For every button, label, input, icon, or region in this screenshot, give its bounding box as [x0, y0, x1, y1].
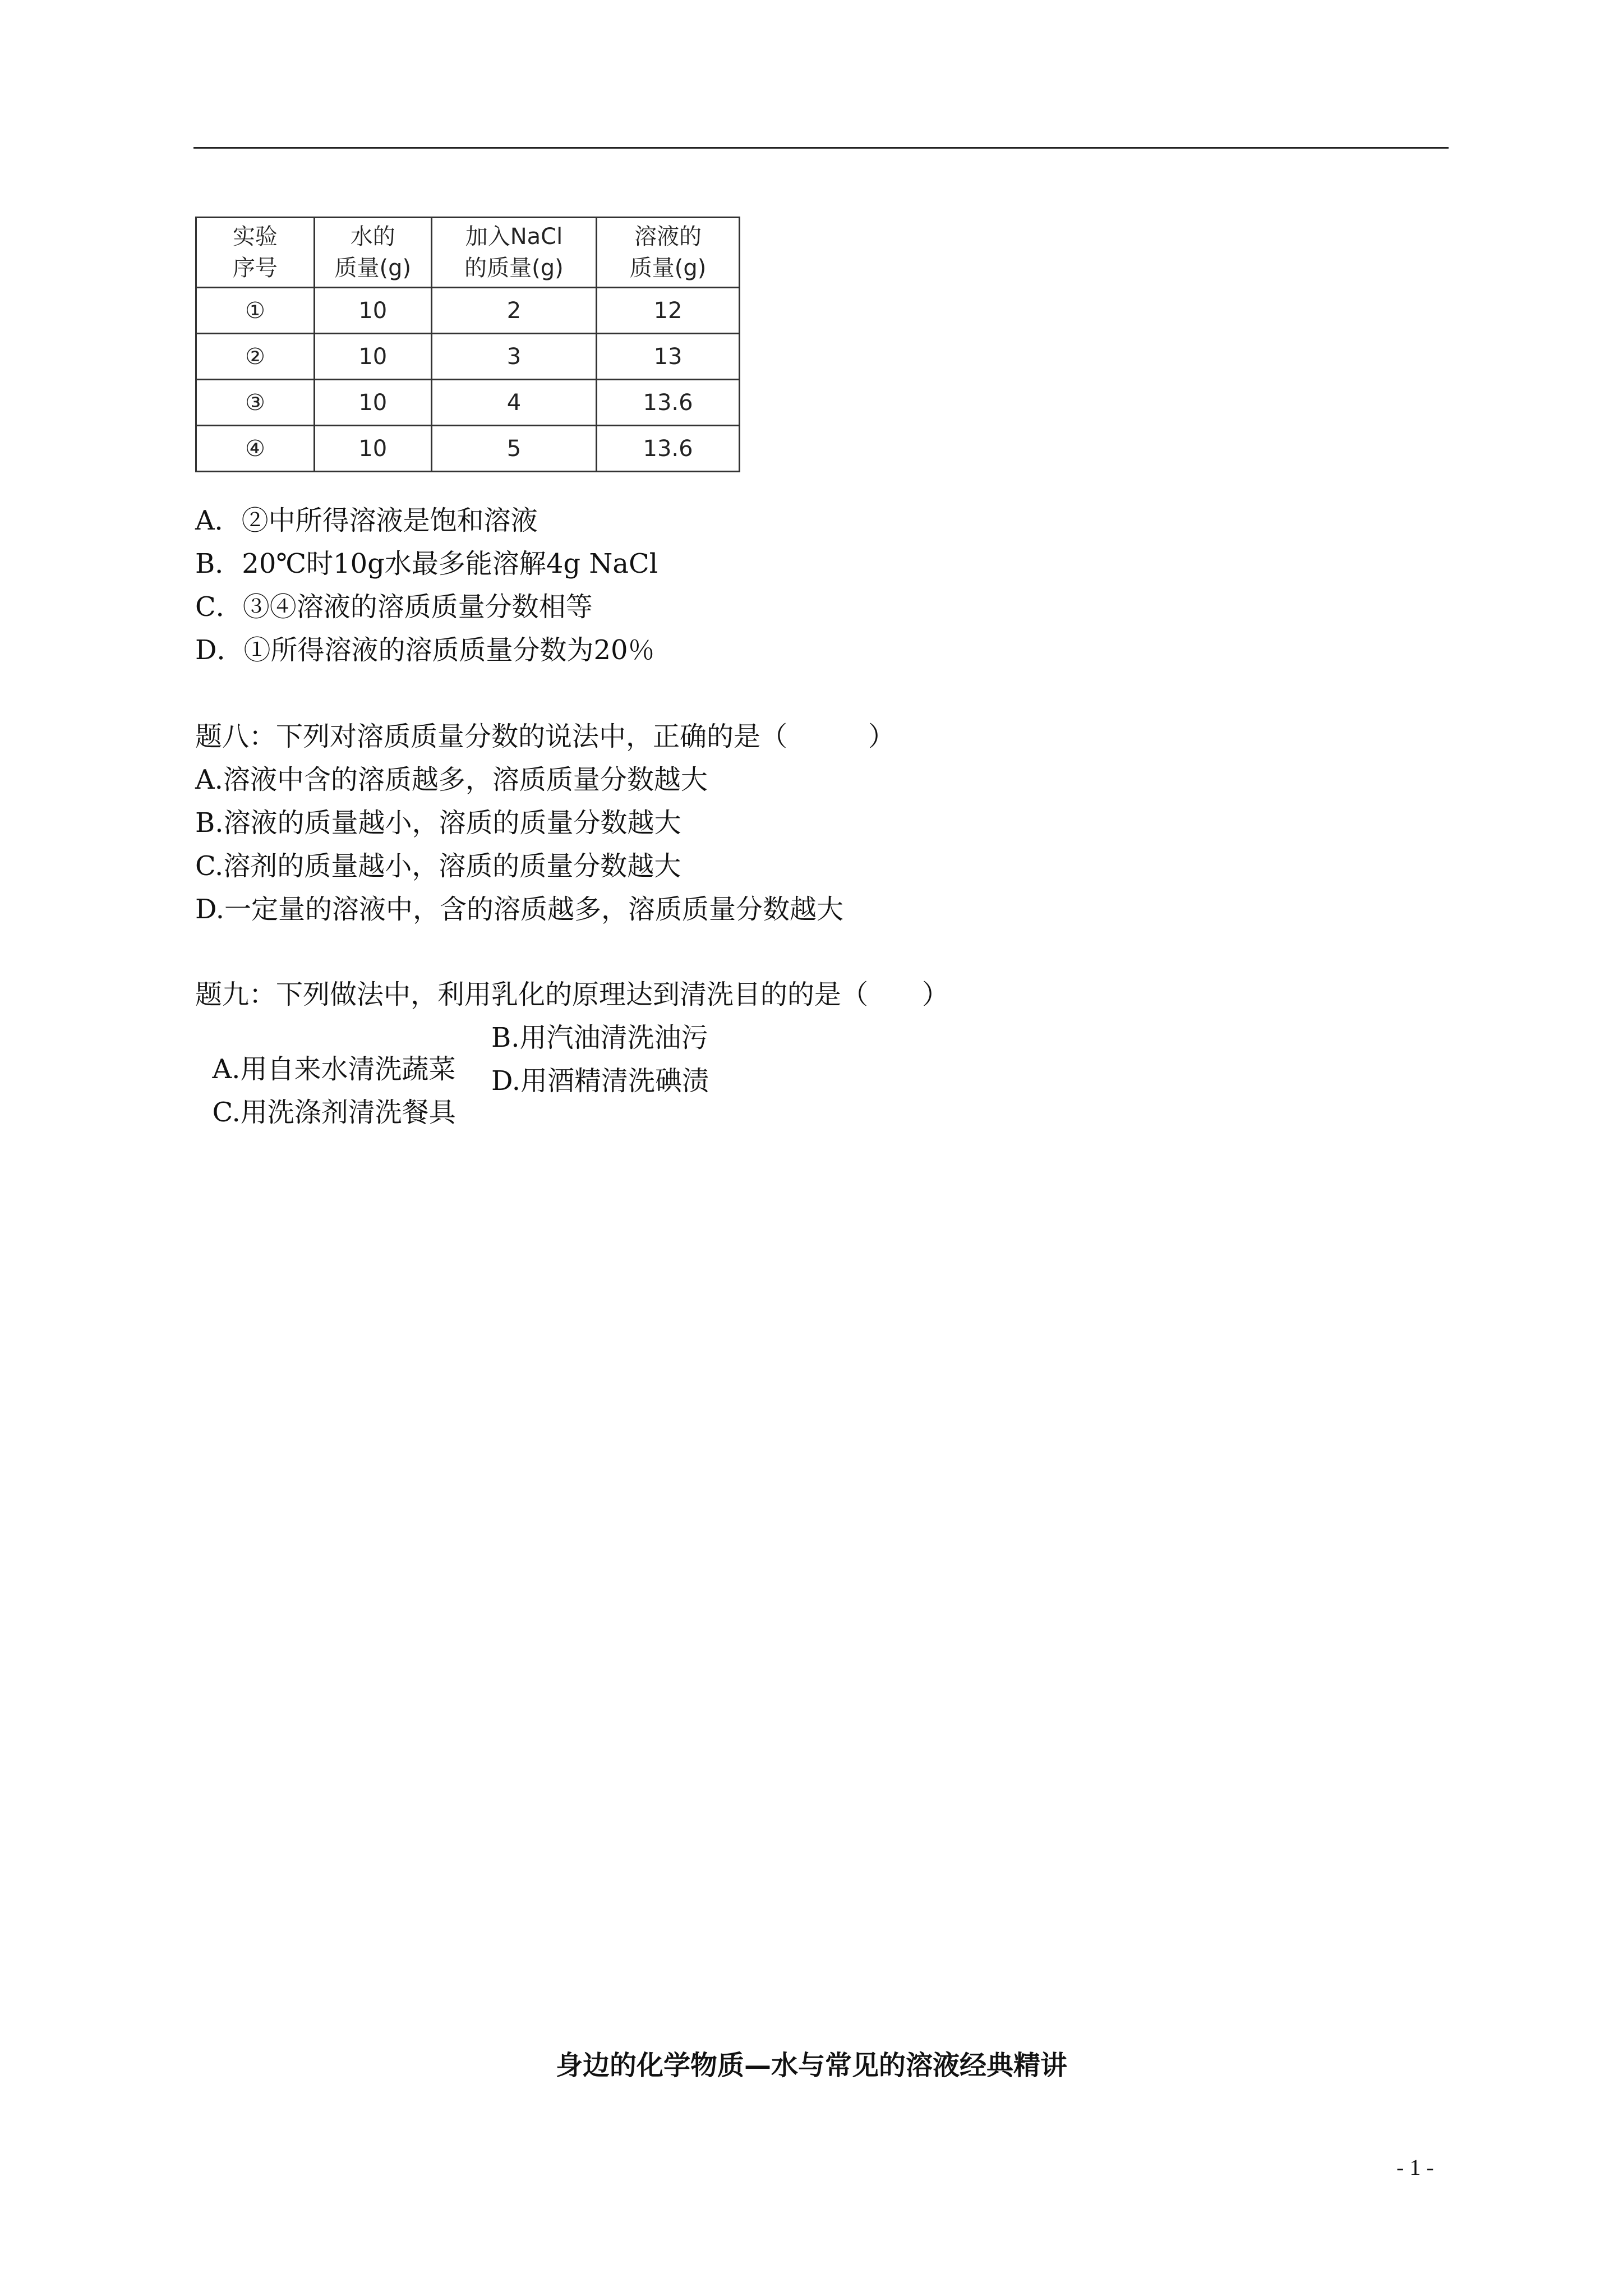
- q8-option-c: C.溶剂的质量越小，溶质的质量分数越大: [195, 850, 681, 882]
- table-cell: ①: [196, 288, 315, 334]
- q8-option-b: B.溶液的质量越小，溶质的质量分数越大: [195, 807, 681, 839]
- header-line: 水的: [350, 224, 395, 250]
- header-line: 的质量(g): [464, 255, 564, 281]
- table-cell: 5: [431, 426, 596, 472]
- table-header-cell: [431, 218, 596, 288]
- table-cell: ④: [196, 426, 315, 472]
- table-header-row: [196, 218, 740, 288]
- table-header-cell: [196, 218, 315, 288]
- header-line: 质量(g): [629, 255, 707, 281]
- table-row: [196, 334, 740, 380]
- table-cell: 10: [314, 334, 431, 380]
- table-header-cell: [314, 218, 431, 288]
- page-number: - 1 -: [1396, 2155, 1434, 2180]
- table-cell: 13.6: [597, 380, 740, 426]
- table-cell: 12: [597, 288, 740, 334]
- q7-option-d: D．①所得溶液的溶质质量分数为20％: [195, 634, 655, 666]
- q9-options-row-2: [195, 1065, 709, 1159]
- table-cell: ②: [196, 334, 315, 380]
- table-cell: 3: [431, 334, 596, 380]
- footer-title: 身边的化学物质—水与常见的溶液经典精讲: [555, 2050, 1067, 2081]
- table-row: [196, 288, 740, 334]
- table-cell: 10: [314, 380, 431, 426]
- table-row: [196, 426, 740, 472]
- q9-stem: 题九：下列做法中，利用乳化的原理达到清洗目的的是（ ）: [195, 979, 949, 1010]
- table-cell: 13.6: [597, 426, 740, 472]
- header-line: 序号: [232, 255, 278, 281]
- q9-option-b: B.用汽油清洗油污: [491, 1022, 708, 1053]
- q7-option-a: A．②中所得溶液是饱和溶液: [195, 505, 538, 536]
- q8-option-d: D.一定量的溶液中，含的溶质越多，溶质质量分数越大: [195, 894, 844, 925]
- q8-stem: 题八：下列对溶质质量分数的说法中，正确的是（ ）: [195, 721, 896, 752]
- table-row: [196, 380, 740, 426]
- q7-option-c: C．③④溶液的溶质质量分数相等: [195, 591, 593, 623]
- q9-option-d: D.用酒精清洗碘渍: [491, 1065, 709, 1097]
- table-cell: 4: [431, 380, 596, 426]
- table-cell: ③: [196, 380, 315, 426]
- header-line: 加入NaCl: [465, 224, 563, 250]
- q7-option-b: B．20℃时10g水最多能溶解4g NaCl: [195, 548, 658, 579]
- header-line: 质量(g): [334, 255, 412, 281]
- experiment-table: [195, 217, 740, 472]
- table-cell: 10: [314, 426, 431, 472]
- q9-option-c: C.用洗涤剂清洗餐具: [212, 1097, 456, 1128]
- table-cell: 2: [431, 288, 596, 334]
- header-line: 实验: [232, 224, 278, 250]
- q9-option-a: A.用自来水清洗蔬菜: [212, 1053, 456, 1085]
- header-rule: [193, 147, 1449, 149]
- header-line: 溶液的: [634, 224, 702, 250]
- table-header-cell: [597, 218, 740, 288]
- table-cell: 10: [314, 288, 431, 334]
- q8-option-a: A.溶液中含的溶质越多，溶质质量分数越大: [195, 764, 708, 795]
- table-cell: 13: [597, 334, 740, 380]
